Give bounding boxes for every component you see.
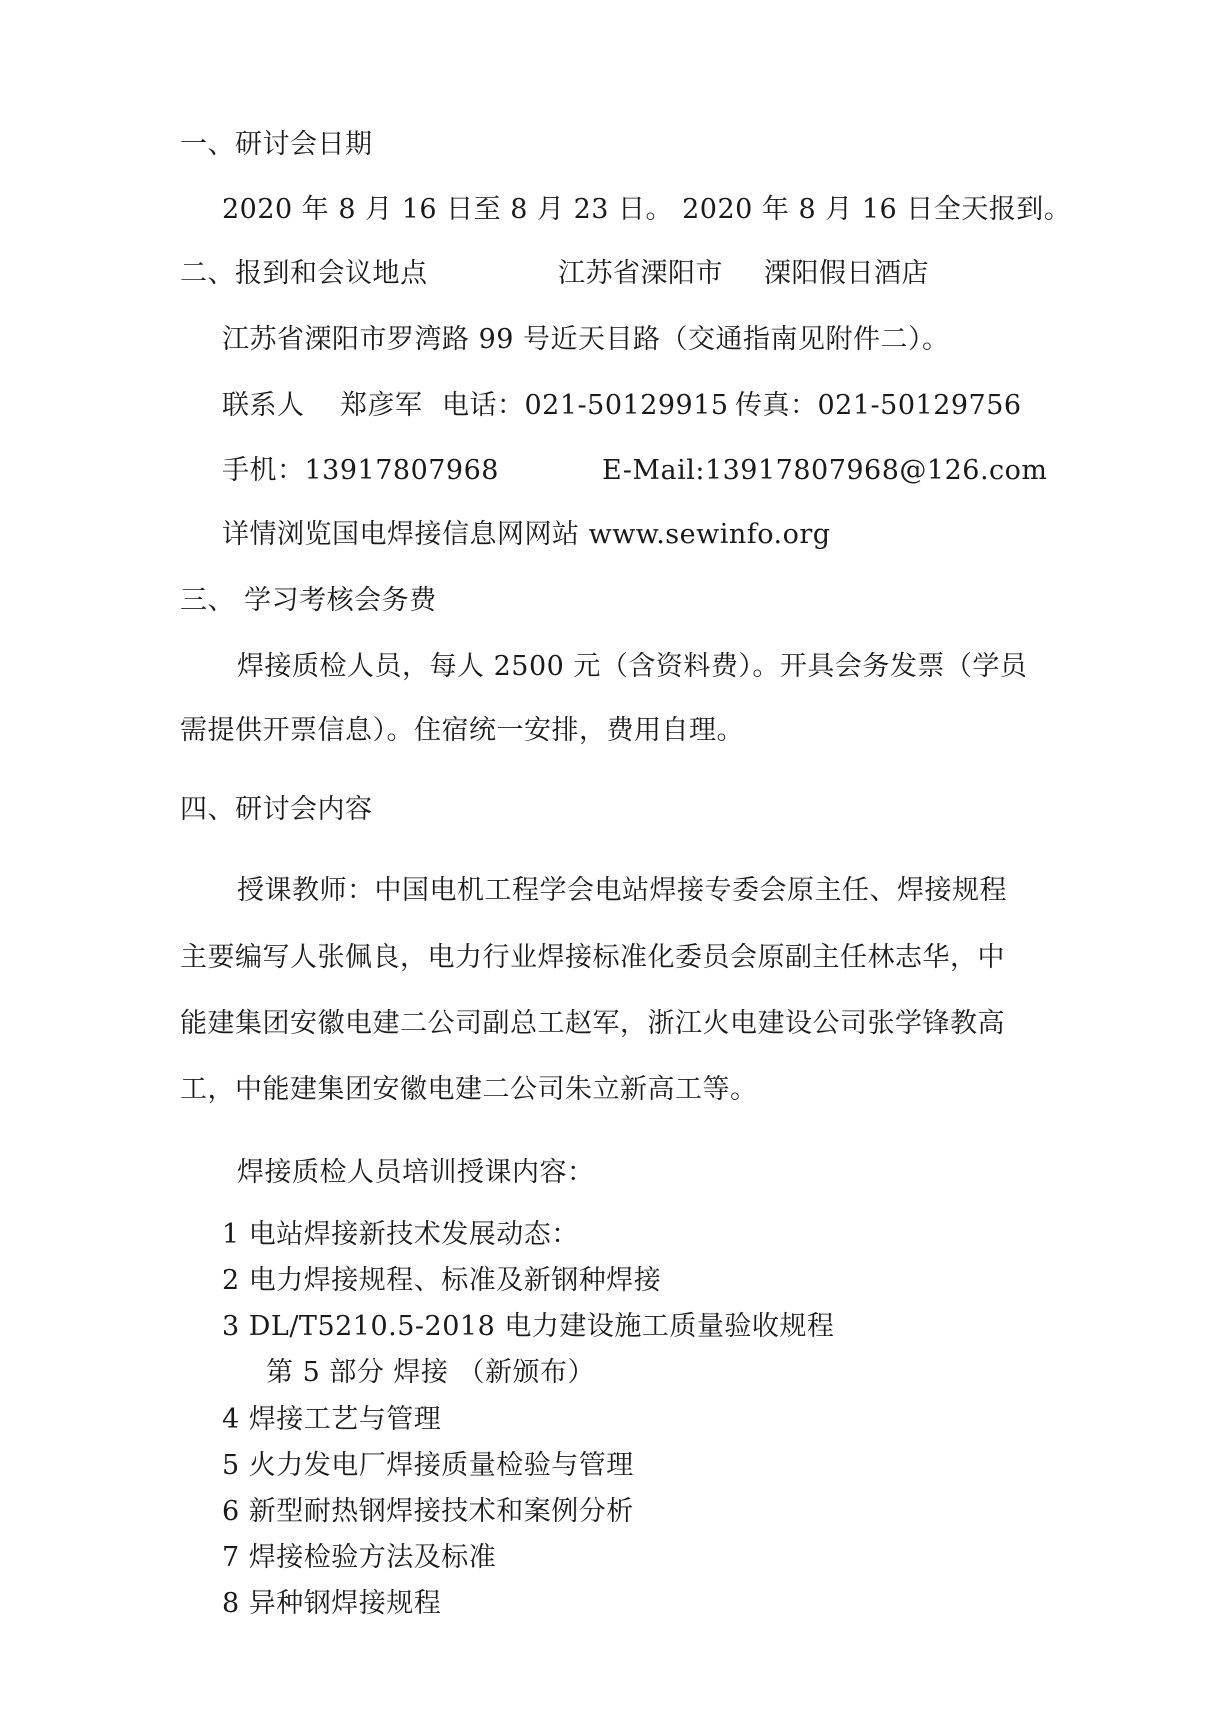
section-heading-date: 一、研讨会日期: [180, 129, 373, 160]
teachers-line-2: 主要编写人张佩良，电力行业焊接标准化委员会原副主任林志华，中: [180, 942, 1005, 973]
location-city: 江苏省溧阳市: [558, 258, 723, 289]
course-item: 8 异种钢焊接规程: [222, 1588, 442, 1619]
course-item: 5 火力发电厂焊接质量检验与管理: [222, 1450, 634, 1481]
course-item-sub: 第 5 部分 焊接 （新颁布）: [266, 1357, 596, 1388]
section-heading-location: 二、报到和会议地点: [180, 258, 428, 289]
teachers-line-3: 能建集团安徽电建二公司副总工赵军，浙江火电建设公司张学锋教高: [180, 1008, 1005, 1039]
fee-paragraph-line-2: 需提供开票信息）。住宿统一安排，费用自理。: [180, 715, 744, 746]
contact-label: 联系人: [222, 390, 305, 421]
course-item: 6 新型耐热钢焊接技术和案例分析: [222, 1496, 634, 1527]
address-text: 江苏省溧阳市罗湾路 99 号近天目路（交通指南见附件二）。: [222, 324, 950, 355]
fax-text: 传真：021-50129756: [735, 390, 1022, 421]
section-heading-fee: 三、 学习考核会务费: [180, 585, 437, 616]
teachers-line-1: 授课教师：中国电机工程学会电站焊接专委会原主任、焊接规程: [237, 875, 1007, 906]
course-item: 7 焊接检验方法及标准: [222, 1542, 497, 1573]
email-text: E-Mail:13917807968@126.com: [602, 455, 1048, 486]
course-title: 焊接质检人员培训授课内容：: [237, 1157, 595, 1188]
phone-text: 电话：021-50129915: [442, 390, 729, 421]
location-hotel: 溧阳假日酒店: [764, 258, 929, 289]
course-item: 1 电站焊接新技术发展动态：: [222, 1219, 579, 1250]
contact-name: 郑彦军: [340, 390, 423, 421]
course-item: 4 焊接工艺与管理: [222, 1404, 442, 1435]
fee-paragraph-line-1: 焊接质检人员，每人 2500 元（含资料费）。开具会务发票（学员: [237, 651, 1028, 682]
course-item: 3 DL/T5210.5-2018 电力建设施工质量验收规程: [222, 1311, 835, 1342]
website-text: 详情浏览国电焊接信息网网站 www.sewinfo.org: [222, 519, 831, 550]
section-heading-content: 四、研讨会内容: [180, 794, 373, 825]
course-item: 2 电力焊接规程、标准及新钢种焊接: [222, 1265, 662, 1296]
mobile-text: 手机：13917807968: [222, 455, 499, 486]
teachers-line-4: 工，中能建集团安徽电建二公司朱立新高工等。: [180, 1074, 758, 1105]
date-text: 2020 年 8 月 16 日至 8 月 23 日。 2020 年 8 月 16 日全天报到。: [222, 194, 1072, 225]
